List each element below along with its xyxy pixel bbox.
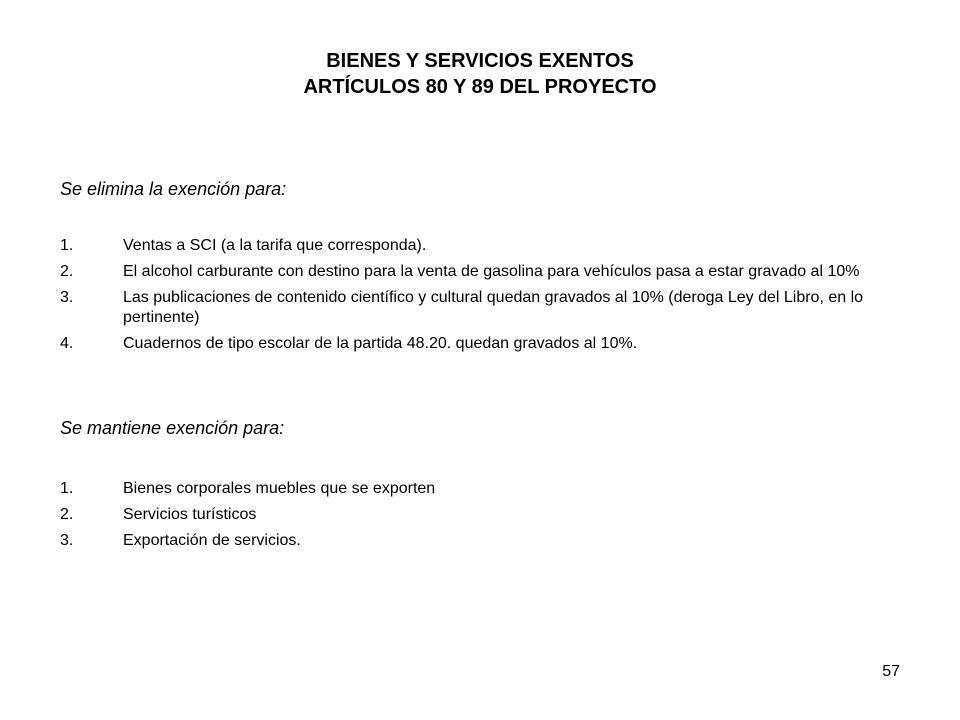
list-item: [60, 288, 900, 328]
page-title: [0, 48, 960, 100]
list-item-text: Bienes corporales muebles que se exporten: [123, 480, 436, 497]
list-item: [60, 479, 900, 499]
page-number: 57: [882, 663, 900, 680]
eliminated-list: [60, 236, 900, 360]
list-item-number: 2.: [60, 263, 74, 280]
list-item: [60, 262, 900, 282]
list-item: [60, 236, 900, 256]
list-item-number: 3.: [60, 289, 74, 306]
list-item: [60, 531, 900, 551]
list-item-text: Las publicaciones de contenido científico y cultural quedan gravados al 10% (deroga Ley del Libro, en lo pertinente): [123, 289, 864, 326]
section-heading-maintained: Se mantiene exención para:: [60, 418, 285, 438]
list-item-text: Exportación de servicios.: [123, 532, 301, 549]
list-item: [60, 505, 900, 525]
list-item-text: Cuadernos de tipo escolar de la partida 48.20. quedan gravados al 10%.: [123, 335, 638, 352]
title-line-1: BIENES Y SERVICIOS EXENTOS: [326, 50, 634, 72]
list-item-text: Ventas a SCI (a la tarifa que corresponda).: [123, 237, 427, 254]
list-item-number: 3.: [60, 532, 74, 549]
maintained-list: [60, 479, 900, 557]
title-line-2: ARTÍCULOS 80 Y 89 DEL PROYECTO: [303, 76, 657, 98]
list-item-text: Servicios turísticos: [123, 506, 257, 523]
list-item-number: 4.: [60, 335, 74, 352]
list-item-number: 1.: [60, 237, 74, 254]
section-heading-eliminated: Se elimina la exención para:: [60, 179, 287, 199]
list-item: [60, 334, 900, 354]
list-item-number: 1.: [60, 480, 74, 497]
list-item-text: El alcohol carburante con destino para la venta de gasolina para vehículos pasa a estar gravado al 10%: [123, 263, 860, 280]
list-item-number: 2.: [60, 506, 74, 523]
